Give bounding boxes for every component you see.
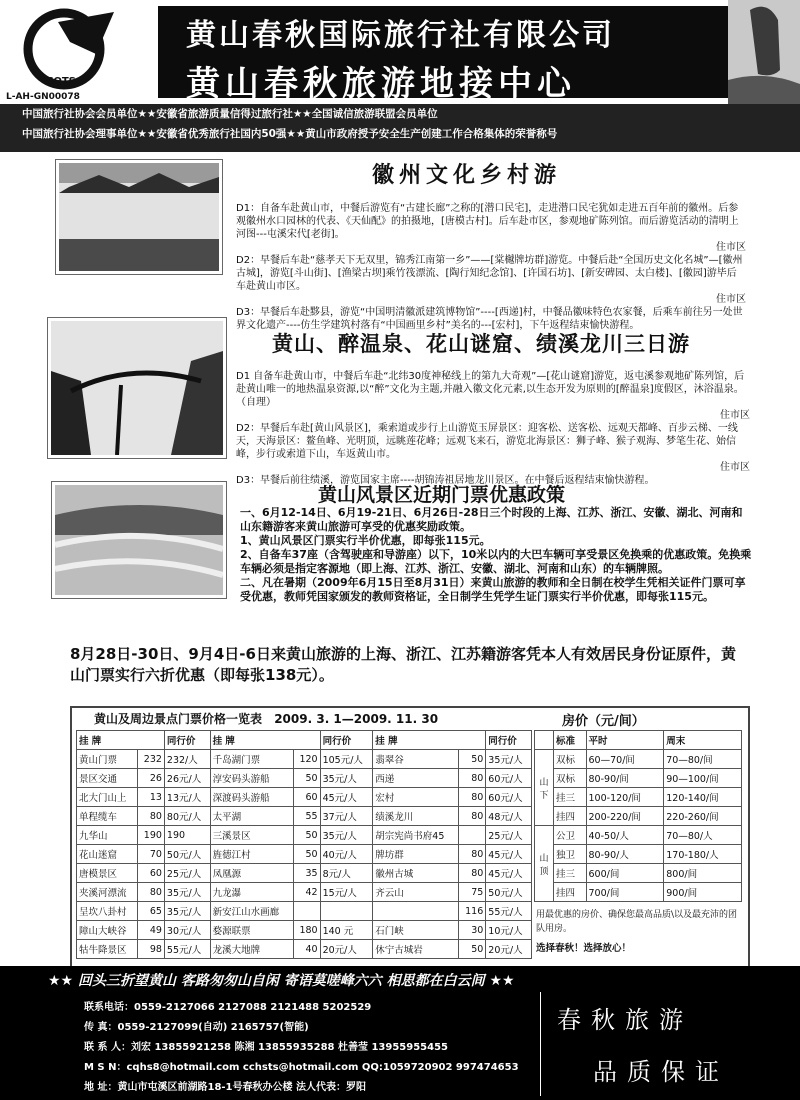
listed-price: 116 <box>459 902 486 921</box>
table-row <box>77 826 532 845</box>
trade-price: 35元/人 <box>486 750 532 769</box>
room-type: 公卫 <box>554 826 587 845</box>
msn-line <box>84 1058 519 1073</box>
room-price: 700/间 <box>586 883 664 902</box>
table-row <box>77 921 532 940</box>
listed-price: 42 <box>293 883 320 902</box>
attraction-name: 九华山 <box>77 826 138 845</box>
listed-price: 50 <box>459 940 486 959</box>
trade-price: 30元/人 <box>164 921 210 940</box>
trade-price: 60元/人 <box>486 788 532 807</box>
table-row <box>77 807 532 826</box>
trade-price: 8元/人 <box>320 864 373 883</box>
attraction-name: 呈坎八卦村 <box>77 902 138 921</box>
listed-price: 30 <box>459 921 486 940</box>
trade-price: 35元/人 <box>164 883 210 902</box>
trade-price: 45元/人 <box>320 788 373 807</box>
header-spacer <box>535 731 554 750</box>
membership-line-2: 中国旅行社协会理事单位★★安徽省优秀旅行社国内50强★★黄山市政府授予安全生产创建工作合格集体的荣誉称号 <box>22 128 558 140</box>
listed-price: 80 <box>459 807 486 826</box>
listed-price: 26 <box>138 769 165 788</box>
attraction-name: 旌德江村 <box>210 845 293 864</box>
attraction-name: 景区交通 <box>77 769 138 788</box>
room-group-label: 山顶 <box>535 826 554 902</box>
brand-line-1: 春秋旅游 <box>557 1006 693 1034</box>
tour1-day1: D1：自备车赴黄山市，中餐后游览有“古建长廊”之称的[潜口民宅]，走进潜口民宅犹如走进五百年前的徽州。后参观徽州水口园林的代表、《天仙配》的拍摄地，[唐模古村]。后车赴市区，参观地矿陈列馆。而后游览活动的清明上河图---屯溪宋代[老街]。 <box>236 203 739 240</box>
table-row <box>77 769 532 788</box>
room-price: 200-220/间 <box>586 807 664 826</box>
trade-price: 35元/人 <box>164 902 210 921</box>
listed-price: 98 <box>138 940 165 959</box>
price-table-title <box>94 710 438 727</box>
contacts-label: 联 系 人： <box>84 1042 131 1053</box>
cqts-logo <box>18 8 118 90</box>
room-table-title: 房价（元/间） <box>562 714 645 729</box>
header <box>0 0 800 104</box>
tour1-title: 徽州文化乡村游 <box>372 163 562 188</box>
table-row <box>535 807 742 826</box>
room-type: 双标 <box>554 769 587 788</box>
tour1-day1-stay: 住市区 <box>716 242 746 253</box>
attraction-name: 休宁古城岩 <box>373 940 459 959</box>
listed-price <box>293 902 320 921</box>
room-price: 70—80/间 <box>664 750 742 769</box>
policy-item-3: 2、自备车37座（含驾驶座和导游座）以下，10米以内的大巴车辆可享受景区免换乘的优惠政策。免换乘车辆必须是指定客源地（即上海、江苏、浙江、安徽、湖北、河南和山东）的车辆牌照。 <box>240 548 752 575</box>
brand-line-2: 品质保证 <box>593 1058 729 1086</box>
attraction-name: 障山大峡谷 <box>77 921 138 940</box>
room-price: 800/间 <box>664 864 742 883</box>
attraction-name: 翡翠谷 <box>373 750 459 769</box>
table-row <box>77 788 532 807</box>
poem-slogan: ★★ 回头三折望黄山 客路匆匆山自闲 寄语莫嗟峰六六 相思都在白云间 ★★ <box>48 973 515 989</box>
attraction-name: 绩溪龙川 <box>373 807 459 826</box>
price-table-header <box>77 731 532 750</box>
tour2-day2-stay: 住市区 <box>720 462 750 473</box>
header-trade: 同行价 <box>164 731 210 750</box>
phone-line <box>84 998 371 1013</box>
trade-price: 45元/人 <box>486 864 532 883</box>
table-row <box>535 883 742 902</box>
room-price: 80-90/人 <box>586 845 664 864</box>
attraction-name: 夹溪河漂流 <box>77 883 138 902</box>
phone-value: 0559-2127066 2127088 2121488 5202529 <box>134 1002 372 1013</box>
trade-price: 55元/人 <box>486 902 532 921</box>
attraction-name: 牌坊群 <box>373 845 459 864</box>
center-name: 黄山春秋旅游地接中心 <box>186 64 576 104</box>
table-row <box>77 845 532 864</box>
listed-price: 80 <box>459 845 486 864</box>
license-number: L-AH-GN00078 <box>6 92 80 102</box>
listed-price: 80 <box>459 788 486 807</box>
room-price: 220-260/间 <box>664 807 742 826</box>
footer <box>0 966 800 1100</box>
address-line <box>84 1078 366 1093</box>
attraction-name: 宏村 <box>373 788 459 807</box>
room-slogan: 选择春秋！选择放心！ <box>536 943 632 954</box>
trade-price: 190 <box>164 826 210 845</box>
listed-price: 75 <box>459 883 486 902</box>
membership-line-1: 中国旅行社协会会员单位★★安徽省旅游质量信得过旅行社★★全国诚信旅游联盟会员单位 <box>22 108 438 120</box>
room-price: 900/间 <box>664 883 742 902</box>
table-row <box>535 750 742 769</box>
trade-price: 140 元 <box>320 921 373 940</box>
trade-price: 40元/人 <box>320 845 373 864</box>
policy-item-4: 二、凡在暑期（2009年6月15日至8月31日）来黄山旅游的教师和全日制在校学生凭相关证件门票可享受优惠，教师凭国家颁发的教师资格证，全日制学生凭学生证门票实行半价优惠，即每张115元。 <box>240 576 746 603</box>
trade-price: 25元/人 <box>164 864 210 883</box>
attraction-name <box>373 902 459 921</box>
trade-price: 37元/人 <box>320 807 373 826</box>
listed-price: 80 <box>459 769 486 788</box>
trade-price: 20元/人 <box>486 940 532 959</box>
trade-price: 232/人 <box>164 750 210 769</box>
trade-price: 25元/人 <box>486 826 532 845</box>
room-price: 40-50/人 <box>586 826 664 845</box>
trade-price: 48元/人 <box>486 807 532 826</box>
listed-price: 120 <box>293 750 320 769</box>
room-price: 90—100/间 <box>664 769 742 788</box>
table-row <box>77 864 532 883</box>
tour1-day2: D2：早餐后车赴“慈孝天下无双里，锦秀江南第一乡”——[棠樾牌坊群]游览。中餐后赴“全国历史文化名城”—[徽州古城]，游览[斗山街]、[渔梁古坝]乘竹筏漂流、[陶行知纪念馆]、[许国石坊]、[新安碑园、太白楼]、[徽园]游毕后车赴黄山市区。 <box>236 255 743 292</box>
listed-price: 60 <box>138 864 165 883</box>
listed-price: 50 <box>293 769 320 788</box>
trade-price: 35元/人 <box>320 769 373 788</box>
table-row <box>535 826 742 845</box>
room-type: 双标 <box>554 750 587 769</box>
attraction-name: 婺源联票 <box>210 921 293 940</box>
header-trade: 同行价 <box>320 731 373 750</box>
room-price: 60—70/间 <box>586 750 664 769</box>
listed-price: 80 <box>138 807 165 826</box>
listed-price: 55 <box>293 807 320 826</box>
price-table <box>76 730 532 959</box>
room-table-header <box>535 731 742 750</box>
pine-photo <box>48 318 226 458</box>
trade-price: 13元/人 <box>164 788 210 807</box>
room-price: 120-140/间 <box>664 788 742 807</box>
listed-price: 190 <box>138 826 165 845</box>
room-price: 70—80/人 <box>664 826 742 845</box>
attraction-name: 齐云山 <box>373 883 459 902</box>
price-table-period: 2009. 3. 1—2009. 11. 30 <box>274 712 439 726</box>
trade-price: 60元/人 <box>486 769 532 788</box>
listed-price: 80 <box>459 864 486 883</box>
room-type: 挂四 <box>554 883 587 902</box>
attraction-name: 凤凰源 <box>210 864 293 883</box>
brand-box <box>540 992 797 1096</box>
attraction-name: 黄山门票 <box>77 750 138 769</box>
table-row <box>535 864 742 883</box>
room-type: 挂三 <box>554 864 587 883</box>
listed-price: 50 <box>459 750 486 769</box>
policy-title: 黄山风景区近期门票优惠政策 <box>318 484 566 506</box>
attraction-name: 新安江山水画廊 <box>210 902 293 921</box>
logo-text: CQTS <box>46 76 76 87</box>
tour2-day1: D1 自备车赴黄山市，中餐后车赴“北纬30度神秘线上的第九大奇观”—[花山谜窟]游览，返屯溪参观地矿陈列馆，后赴黄山唯一的地热温泉资源,以“醉”文化为主题,并融入徽文化元素,以生态开发为原则的[醉温泉]度假区，沐浴温泉。（自理） <box>236 371 745 408</box>
header-listed: 挂 牌 <box>210 731 320 750</box>
listed-price: 35 <box>293 864 320 883</box>
tour1-itinerary <box>236 202 746 332</box>
header-listed: 挂 牌 <box>373 731 486 750</box>
room-header: 周末 <box>664 731 742 750</box>
table-row <box>77 750 532 769</box>
msn-label: M S N： <box>84 1062 127 1073</box>
attraction-name: 牯牛降景区 <box>77 940 138 959</box>
table-row <box>535 788 742 807</box>
listed-price: 50 <box>293 826 320 845</box>
flying-rock-photo <box>728 0 800 104</box>
room-type: 独卫 <box>554 845 587 864</box>
room-price: 80-90/间 <box>586 769 664 788</box>
listed-price: 49 <box>138 921 165 940</box>
room-header: 标准 <box>554 731 587 750</box>
attraction-name: 太平湖 <box>210 807 293 826</box>
address-label: 地 址： <box>84 1082 118 1093</box>
header-trade: 同行价 <box>486 731 532 750</box>
attraction-name: 三溪景区 <box>210 826 293 845</box>
attraction-name: 西递 <box>373 769 459 788</box>
terrace-photo <box>52 482 226 598</box>
listed-price: 13 <box>138 788 165 807</box>
room-note: 用最优惠的房价、确保您最高品质\以及最充沛的团队用房。 <box>536 910 738 934</box>
listed-price: 80 <box>138 883 165 902</box>
attraction-name: 深渡码头游船 <box>210 788 293 807</box>
attraction-name: 单程缆车 <box>77 807 138 826</box>
attraction-name: 淳安码头游船 <box>210 769 293 788</box>
attraction-name: 石门峡 <box>373 921 459 940</box>
policy-item-2: 1、黄山风景区门票实行半价优惠，即每张115元。 <box>240 534 491 547</box>
tour2-day3: D3：早餐后前往绩溪，游览国家主席----胡锦涛祖居地龙川景区。在中餐后返程结束愉快游程。 <box>236 475 655 486</box>
header-listed: 挂 牌 <box>77 731 165 750</box>
tour1-day3: D3：早餐后车赴黟县，游览“中国明清徽派建筑博物馆”----[西递]村，中餐品徽味特色农家餐，后乘车前往另一处世界文化遗产----仿生学建筑村落有“中国画里乡村”美名的---[宏村]，下午返程结束愉快游程。 <box>236 307 743 331</box>
room-type: 挂三 <box>554 788 587 807</box>
tour2-day1-stay: 住市区 <box>720 410 750 421</box>
promo-notice: 8月28日-30日、9月4日-6日来黄山旅游的上海、浙江、江苏籍游客凭本人有效居民身份证原件，黄山门票实行六折优惠（即每张138元）。 <box>70 645 736 684</box>
address-value: 黄山市屯溪区前湖路18-1号春秋办公楼 法人代表：罗阳 <box>117 1082 366 1093</box>
table-row <box>77 902 532 921</box>
trade-price: 50元/人 <box>164 845 210 864</box>
listed-price: 60 <box>293 788 320 807</box>
table-row <box>535 845 742 864</box>
trade-price: 20元/人 <box>320 940 373 959</box>
trade-price: 55元/人 <box>164 940 210 959</box>
tour2-itinerary <box>236 370 750 487</box>
membership-bar <box>0 104 800 152</box>
room-price: 100-120/间 <box>586 788 664 807</box>
room-table <box>534 730 742 902</box>
listed-price: 50 <box>293 845 320 864</box>
trade-price: 50元/人 <box>486 883 532 902</box>
price-table-name: 黄山及周边景点门票价格一览表 <box>94 712 263 726</box>
fax-value: 0559-2127099(自动) 2165757(智能) <box>117 1022 309 1033</box>
room-price: 170-180/人 <box>664 845 742 864</box>
tour2-title: 黄山、醉温泉、花山谜窟、绩溪龙川三日游 <box>272 332 690 356</box>
trade-price <box>320 902 373 921</box>
listed-price: 40 <box>293 940 320 959</box>
price-table-frame <box>70 706 750 968</box>
contacts-value: 刘宏 13855921258 陈湘 13855935288 杜善莹 13955955455 <box>130 1042 448 1053</box>
policy-item-1: 一、6月12-14日、6月19-21日、6月26日-28日三个时段的上海、江苏、浙江、安徽、湖北、河南和山东籍游客来黄山旅游可享受的优惠奖励政策。 <box>240 506 743 533</box>
village-photo <box>56 160 222 274</box>
trade-price: 105元/人 <box>320 750 373 769</box>
trade-price: 15元/人 <box>320 883 373 902</box>
phone-label: 联系电话： <box>84 1002 134 1013</box>
tour2-day2: D2：早餐后车赴[黄山风景区]，乘索道或步行上山游览玉屏景区：迎客松、送客松、远观天都峰、百步云梯、一线天，天海景区：鳌鱼峰、光明顶，远眺莲花峰；远观飞来石，游览北海景区：狮子峰、猴子观海、梦笔生花、始信峰，步行或索道下山，车返黄山市。 <box>236 423 738 460</box>
attraction-name: 胡宗宪尚书府45 <box>373 826 459 845</box>
trade-price: 26元/人 <box>164 769 210 788</box>
policy-body <box>240 506 752 604</box>
listed-price: 180 <box>293 921 320 940</box>
attraction-name: 北大门山上 <box>77 788 138 807</box>
listed-price <box>459 826 486 845</box>
company-name: 黄山春秋国际旅行社有限公司 <box>186 18 615 53</box>
room-price: 600/间 <box>586 864 664 883</box>
room-type: 挂四 <box>554 807 587 826</box>
attraction-name: 徽州古城 <box>373 864 459 883</box>
trade-price: 35元/人 <box>320 826 373 845</box>
attraction-name: 龙溪大地牌 <box>210 940 293 959</box>
contacts-line <box>84 1038 448 1053</box>
listed-price: 70 <box>138 845 165 864</box>
attraction-name: 唐模景区 <box>77 864 138 883</box>
attraction-name: 九龙瀑 <box>210 883 293 902</box>
listed-price: 65 <box>138 902 165 921</box>
msn-value: cqhs8@hotmail.com cchsts@hotmail.com QQ:1059720902 997474653 <box>126 1062 519 1073</box>
attraction-name: 花山迷窟 <box>77 845 138 864</box>
fax-line <box>84 1018 309 1033</box>
trade-price: 80元/人 <box>164 807 210 826</box>
table-row <box>535 769 742 788</box>
table-row <box>77 940 532 959</box>
trade-price: 45元/人 <box>486 845 532 864</box>
room-group-label: 山下 <box>535 750 554 826</box>
trade-price: 10元/人 <box>486 921 532 940</box>
room-header: 平时 <box>586 731 664 750</box>
tour1-day2-stay: 住市区 <box>716 294 746 305</box>
listed-price: 232 <box>138 750 165 769</box>
fax-label: 传 真： <box>84 1022 118 1033</box>
attraction-name: 千岛湖门票 <box>210 750 293 769</box>
table-row <box>77 883 532 902</box>
